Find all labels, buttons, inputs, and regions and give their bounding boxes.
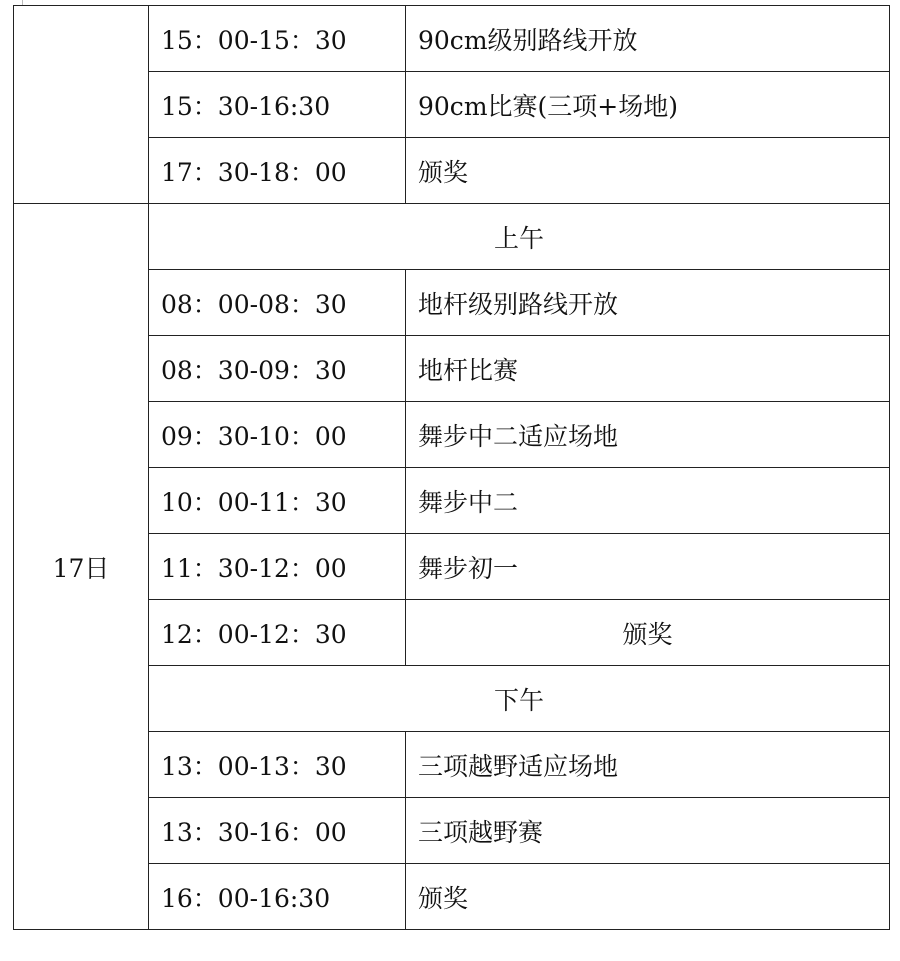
- event-cell: 90cm比赛(三项+场地): [406, 72, 890, 138]
- section-label-morning: 上午: [149, 204, 890, 270]
- event-cell: 舞步中二适应场地: [406, 402, 890, 468]
- event-cell: 颁奖: [406, 864, 890, 930]
- time-cell: 16：00-16:30: [149, 864, 406, 930]
- event-cell: 90cm级别路线开放: [406, 6, 890, 72]
- section-row-morning: [14, 204, 890, 270]
- time-cell: 08：00-08：30: [149, 270, 406, 336]
- time-cell: 08：30-09：30: [149, 336, 406, 402]
- table-row: [14, 6, 890, 72]
- time-cell: 13：30-16：00: [149, 798, 406, 864]
- event-cell: 地杆级别路线开放: [406, 270, 890, 336]
- event-cell: 三项越野赛: [406, 798, 890, 864]
- date-cell-continued: [14, 6, 149, 204]
- event-cell: 舞步中二: [406, 468, 890, 534]
- time-cell: 15：30-16:30: [149, 72, 406, 138]
- time-cell: 15：00-15：30: [149, 6, 406, 72]
- time-cell: 10：00-11：30: [149, 468, 406, 534]
- section-label-afternoon: 下午: [149, 666, 890, 732]
- time-cell: 12：00-12：30: [149, 600, 406, 666]
- date-cell: 17日: [14, 204, 149, 930]
- time-cell: 13：00-13：30: [149, 732, 406, 798]
- event-cell: 地杆比赛: [406, 336, 890, 402]
- time-cell: 17：30-18：00: [149, 138, 406, 204]
- time-cell: 09：30-10：00: [149, 402, 406, 468]
- event-cell: 颁奖: [406, 600, 890, 666]
- event-cell: 颁奖: [406, 138, 890, 204]
- time-cell: 11：30-12：00: [149, 534, 406, 600]
- schedule-table: [13, 5, 890, 930]
- event-cell: 舞步初一: [406, 534, 890, 600]
- event-cell: 三项越野适应场地: [406, 732, 890, 798]
